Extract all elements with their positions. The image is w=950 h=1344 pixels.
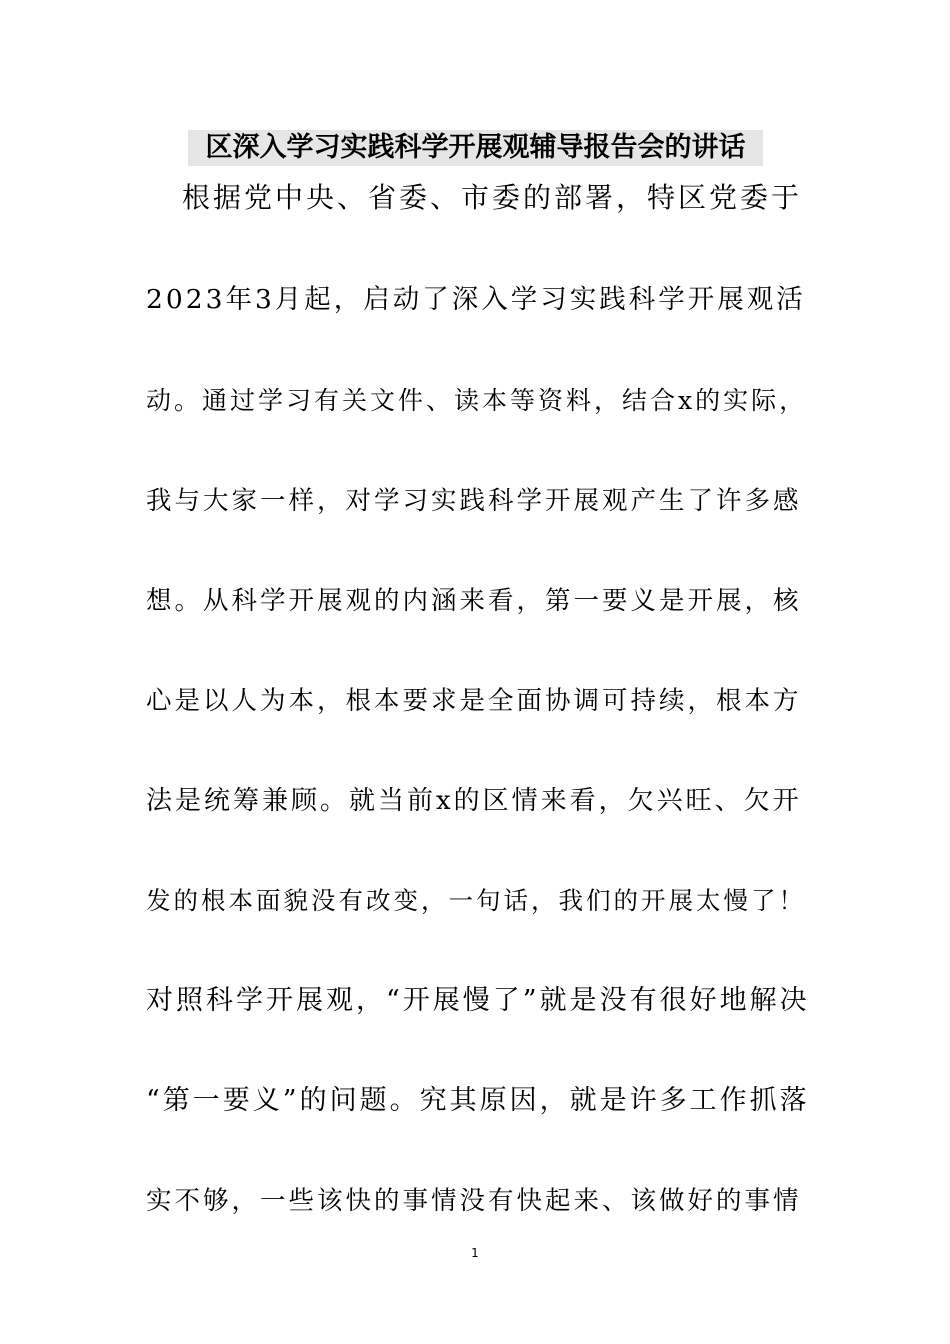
paragraph-line: 动。通过学习有关文件、读本等资料，结合x的实际，	[146, 386, 808, 415]
paragraph-line: 2023年3月起，启动了深入学习实践科学开展观活	[146, 284, 806, 315]
paragraph-line: 根据党中央、省委、市委的部署，特区党委于	[182, 181, 803, 214]
page-number: 1	[471, 1246, 479, 1260]
paragraph-line: 心是以人为本，根本要求是全面协调可持续，根本方	[146, 686, 802, 716]
paragraph-line: 法是统筹兼顾。就当前x的区情来看，欠兴旺、欠开	[146, 786, 802, 816]
document-title: 区深入学习实践科学开展观辅导报告会的讲话	[188, 130, 763, 166]
paragraph-line: 发的根本面貌没有改变，一句话，我们的开展太慢了！	[146, 886, 806, 915]
paragraph-line: “第一要义”的问题。究其原因，就是许多工作抓落	[146, 1085, 810, 1116]
paragraph-line: 实不够，一些该快的事情没有快起来、该做好的事情	[146, 1186, 802, 1216]
paragraph-line: 对照科学开展观，“开展慢了”就是没有很好地解决	[146, 985, 810, 1016]
paragraph-line: 想。从科学开展观的内涵来看，第一要义是开展，核	[146, 586, 802, 616]
paragraph-line: 我与大家一样，对学习实践科学开展观产生了许多感	[146, 486, 802, 516]
